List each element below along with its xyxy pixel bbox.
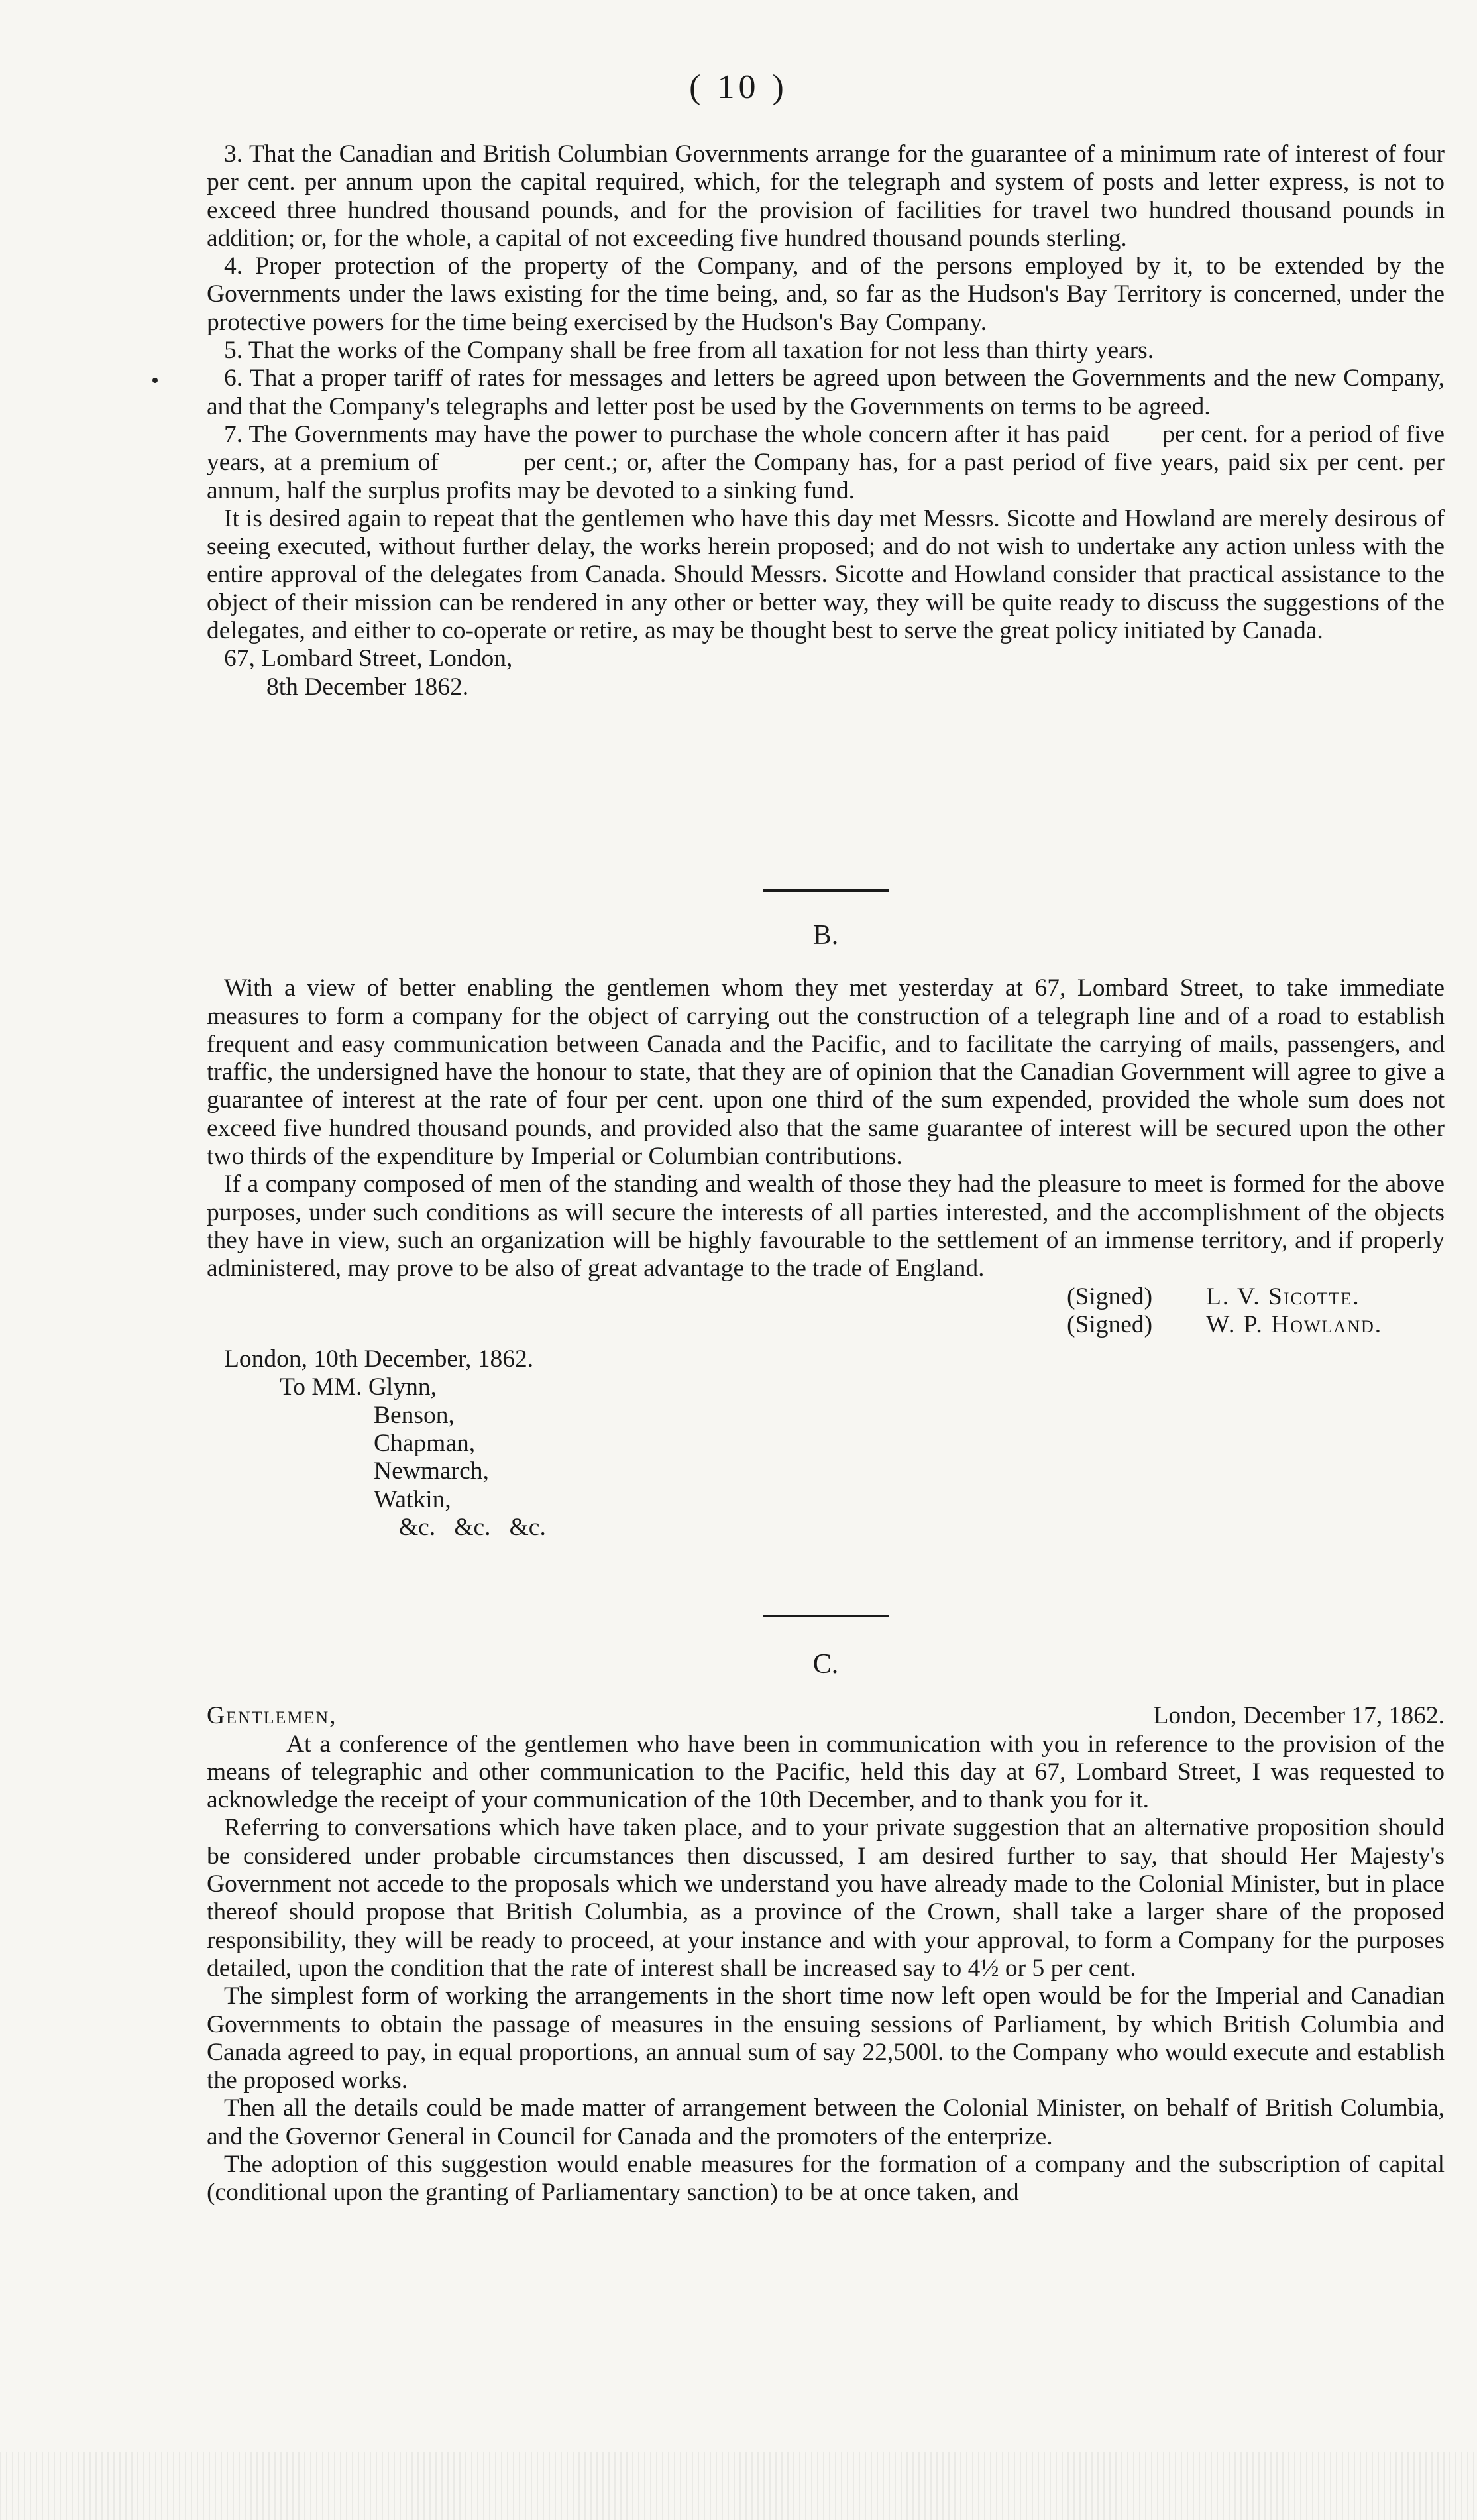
signed-label-1: (Signed) <box>1067 1283 1153 1310</box>
signer-1: L. V. Sicotte. <box>1206 1283 1360 1310</box>
address-line-1: 67, Lombard Street, London, <box>224 645 513 673</box>
divider-b-c <box>207 1615 1445 1617</box>
page-number: ( 10 ) <box>689 68 788 106</box>
salutation-line <box>207 1702 1445 1730</box>
closing-paragraph: It is desired again to repeat that the gentlemen who have this day met Messrs. Sicotte and Howland are merely desirous of seeing executed, without further delay, the works herein proposed; and do not wish to undertake any action unless with the entire approval of the delegates from Canada. Should Messrs. Sicotte and Howland consider that practical assistance to the object of their mission can be rendered in any other or better way, they will be quite ready to discuss the suggestions of the delegates, and either to co-operate or retire, as may be thought best to serve the great policy initiated by Canada. <box>207 504 1445 645</box>
recipient-etc: &c. &c. &c. <box>399 1513 546 1541</box>
signature-2 <box>207 1311 1445 1339</box>
item-3: 3. That the Canadian and British Columbian Governments arrange for the guarantee of a minimum rate of interest of four per cent. per annum upon the capital required, which, for the telegraph and system of posts and letter express, is not to exceed three hundred thousand pounds, and for the provision of facilities for travel two hundred thousand pounds in addition; or, for the whole, a capital of not exceeding five hundred thousand pounds sterling. <box>207 141 1445 252</box>
item-5: 5. That the works of the Company shall be free from all taxation for not less than thirty years. <box>224 337 1154 365</box>
divider-a-b <box>207 889 1445 892</box>
letter-date: London, December 17, 1862. <box>1153 1702 1445 1730</box>
section-c-para-5: The adoption of this suggestion would enable measures for the formation of a company and the subscription of capital (conditional upon the granting of Parliamentary sanction) to be at once taken, and <box>207 2151 1445 2206</box>
section-b-date: London, 10th December, 1862. <box>224 1346 534 1373</box>
section-c-para-1: At a conference of the gentlemen who have been in communication with you in reference to the provision of the means of telegraphic and other communication to the Pacific, held this day at 67, Lombard Street, I was requested to acknowledge the receipt of your communication of the 10th December, and to thank you for it. <box>207 1730 1445 1814</box>
section-b-to: To MM. Glynn, <box>280 1373 437 1401</box>
recipient-3: Newmarch, <box>374 1458 489 1485</box>
section-c <box>207 1650 1445 2207</box>
section-b <box>207 921 1445 1542</box>
section-c-para-2: Referring to conversations which have taken place, and to your private suggestion that an alternative proposition should be considered under probable circumstances then discussed, I am desired further to say, that should Her Majesty's Government not accede to the proposals which we understand you have already made to the Colonial Minister, but in place thereof should propose that British Columbia, as a province of the Crown, shall take a larger share of the proposed responsibility, they will be ready to proceed, at your instance and with your approval, to form a Company for the purposes detailed, upon the condition that the rate of interest shall be increased say to 4½ or 5 per cent. <box>207 1814 1445 1982</box>
signed-label-2: (Signed) <box>1067 1310 1153 1338</box>
section-b-heading: B. <box>812 920 839 950</box>
recipient-1: Benson, <box>374 1401 455 1429</box>
recipient-2: Chapman, <box>374 1430 476 1458</box>
section-a <box>207 141 1451 701</box>
section-c-para-3: The simplest form of working the arrangements in the short time now left open would be for the Imperial and Canadian Governments to obtain the passage of measures in the ensuing sessions of Parliament, by which British Columbia and Canada agreed to pay, in equal proportions, an annual sum of say 22,500l. to the Company who would execute and establish the proposed works. <box>207 1982 1445 2094</box>
recipient-4: Watkin, <box>374 1485 451 1513</box>
section-c-heading: C. <box>812 1649 839 1680</box>
salutation: Gentlemen, <box>207 1702 337 1730</box>
address-line-2: 8th December 1862. <box>266 673 469 701</box>
section-c-para-4: Then all the details could be made matter of arrangement between the Colonial Minister, on behalf of British Columbia, and the Governor General in Council for Canada and the promoters of the enterprize. <box>207 2094 1445 2150</box>
item-4: 4. Proper protection of the property of the Company, and of the persons employed by it, to be extended by the Governments under the laws existing for the time being, and, so far as the Hudson's Bay Territory is concerned, under the protective powers for the time being exercised by the Hudson's Bay Company. <box>207 253 1445 336</box>
signature-1 <box>207 1283 1445 1311</box>
margin-mark <box>152 378 158 383</box>
item-6: 6. That a proper tariff of rates for messages and letters be agreed upon between the Governments and the new Company, and that the Company's telegraphs and letter post be used by the Governments on terms to be agreed. <box>207 365 1445 420</box>
section-b-para-2: If a company composed of men of the standing and wealth of those they had the pleasure to meet is formed for the above purposes, under such conditions as will secure the interests of all parties interested, and the accomplishment of the objects they have in view, such an organization will be highly favourable to the settlement of an immense territory, and if properly administered, may prove to be also of great advantage to the trade of England. <box>207 1171 1445 1283</box>
scan-noise <box>0 2452 1477 2520</box>
section-b-para-1: With a view of better enabling the gentlemen whom they met yesterday at 67, Lombard Street, to take immediate measures to form a company for the object of carrying out the construction of a telegraph line and of a road to establish frequent and easy communication between Canada and the Pacific, and to facilitate the carrying of mails, passengers, and traffic, the undersigned have the honour to state, that they are of opinion that the Canadian Government will agree to give a guarantee of interest at the rate of four per cent. upon one third of the sum expended, provided the whole sum does not exceed five hundred thousand pounds, and provided also that the same guarantee of interest will be secured upon the other two thirds of the expenditure by Imperial or Columbian contributions. <box>207 974 1445 1171</box>
item-7: 7. The Governments may have the power to purchase the whole concern after it has paid per cent. for a period of five years, at a premium of per cent.; or, after the Company has, for a past period of five years, paid six per cent. per annum, half the surplus profits may be devoted to a sinking fund. <box>207 420 1451 504</box>
signer-2: W. P. Howland. <box>1206 1310 1383 1338</box>
